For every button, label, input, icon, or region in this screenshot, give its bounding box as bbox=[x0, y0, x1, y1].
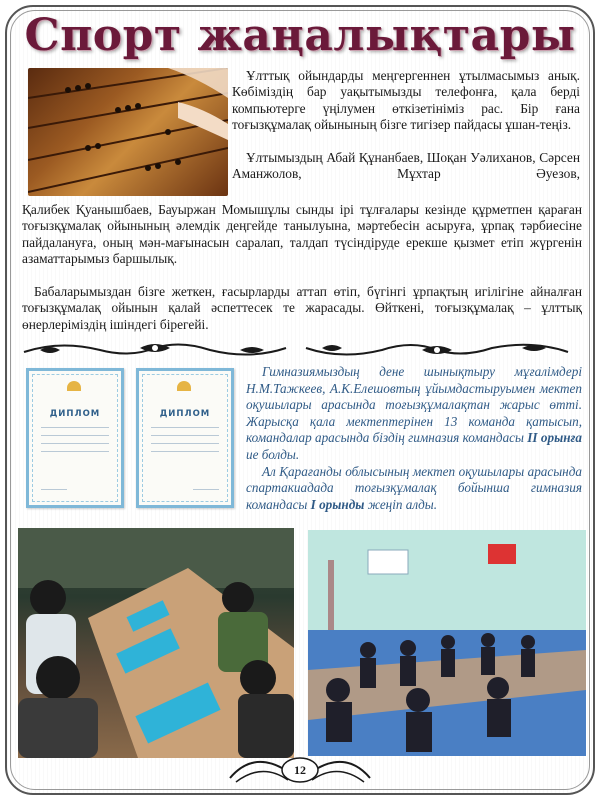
competition-results-text bbox=[246, 364, 582, 513]
diploma-logo-icon bbox=[177, 381, 191, 391]
diploma-title: ДИПЛОМ bbox=[49, 409, 101, 419]
paragraph-famous-names-cont: Қалибек Қуанышбаев, Бауыржан Момышұлы сынды ірі тұлғалары кезінде құрметпен қараған тоғызқұмалақ ойынының әлемдік деңгейде танылуына, мәртебесін асыруға, ұрпақ тәрбиесіне пайдалануға, оның мән-мағынасын саралап, талдап түсіндіруде ерекше қызмет етіп жүргенін азаматтарымыз баршылық. bbox=[22, 202, 582, 267]
page-number: 12 bbox=[294, 763, 306, 777]
ornament-divider-left bbox=[20, 338, 290, 360]
gym-tournament-photo bbox=[308, 530, 586, 756]
page-title: Спорт жаңалықтары bbox=[24, 10, 576, 61]
paragraph-intro: Ұлттық ойындарды меңгергеннен ұтылмасымыз анық. Көбіміздің бар уақытымызды телефонға, қала берді компьютерге үңілумен өткізетініміз рас. Бір ғана тоғызқұмалақ ойынының бізге тигізер пайдасы ұшан-теңіз. bbox=[232, 68, 580, 133]
diploma-certificate bbox=[26, 368, 124, 508]
regional-competition-paragraph: Ал Қарағанды облысының мектеп оқушылары арасында спартакиадада тоғызқұмалақ бойынша гимназия командасы І орынды жеңіп алды. bbox=[246, 463, 582, 512]
city-competition-paragraph: Гимназиямыздың дене шынықтыру мұғалімдері Н.М.Тажкеев, А.К.Елешовтың ұйымдастыруымен мектеп оқушылары арасында тоғызқұмалақтан жарыс өтті. Жарысқа қала мектептерінен 13 команда қатысып, командалар арасында біздің гимназия командасы ІІ орынға ие болды. bbox=[246, 364, 582, 462]
diploma-logo-icon bbox=[67, 381, 81, 391]
ornament-divider-right bbox=[302, 338, 572, 360]
togyzkumalak-board-photo bbox=[28, 68, 228, 196]
students-playing-photo bbox=[18, 528, 294, 758]
diploma-certificate bbox=[136, 368, 234, 508]
diploma-title: ДИПЛОМ bbox=[159, 409, 211, 419]
paragraph-heritage: Бабаларымыздан бізге жеткен, ғасырларды аттап өтіп, бүгінгі ұрпақтың игілігіне айналған тоғызқұмалақ ойынын қалай әспеттесек те жарасады. Өйткені, тоғызқұмалақ – ұлттық өнерлеріміздің ішіндегі бірегейі. bbox=[22, 284, 582, 332]
paragraph-famous-names: Ұлтымыздың Абай Құнанбаев, Шоқан Уәлиханов, Сәрсен Аманжолов, Мұхтар Әуезов, bbox=[232, 150, 580, 182]
